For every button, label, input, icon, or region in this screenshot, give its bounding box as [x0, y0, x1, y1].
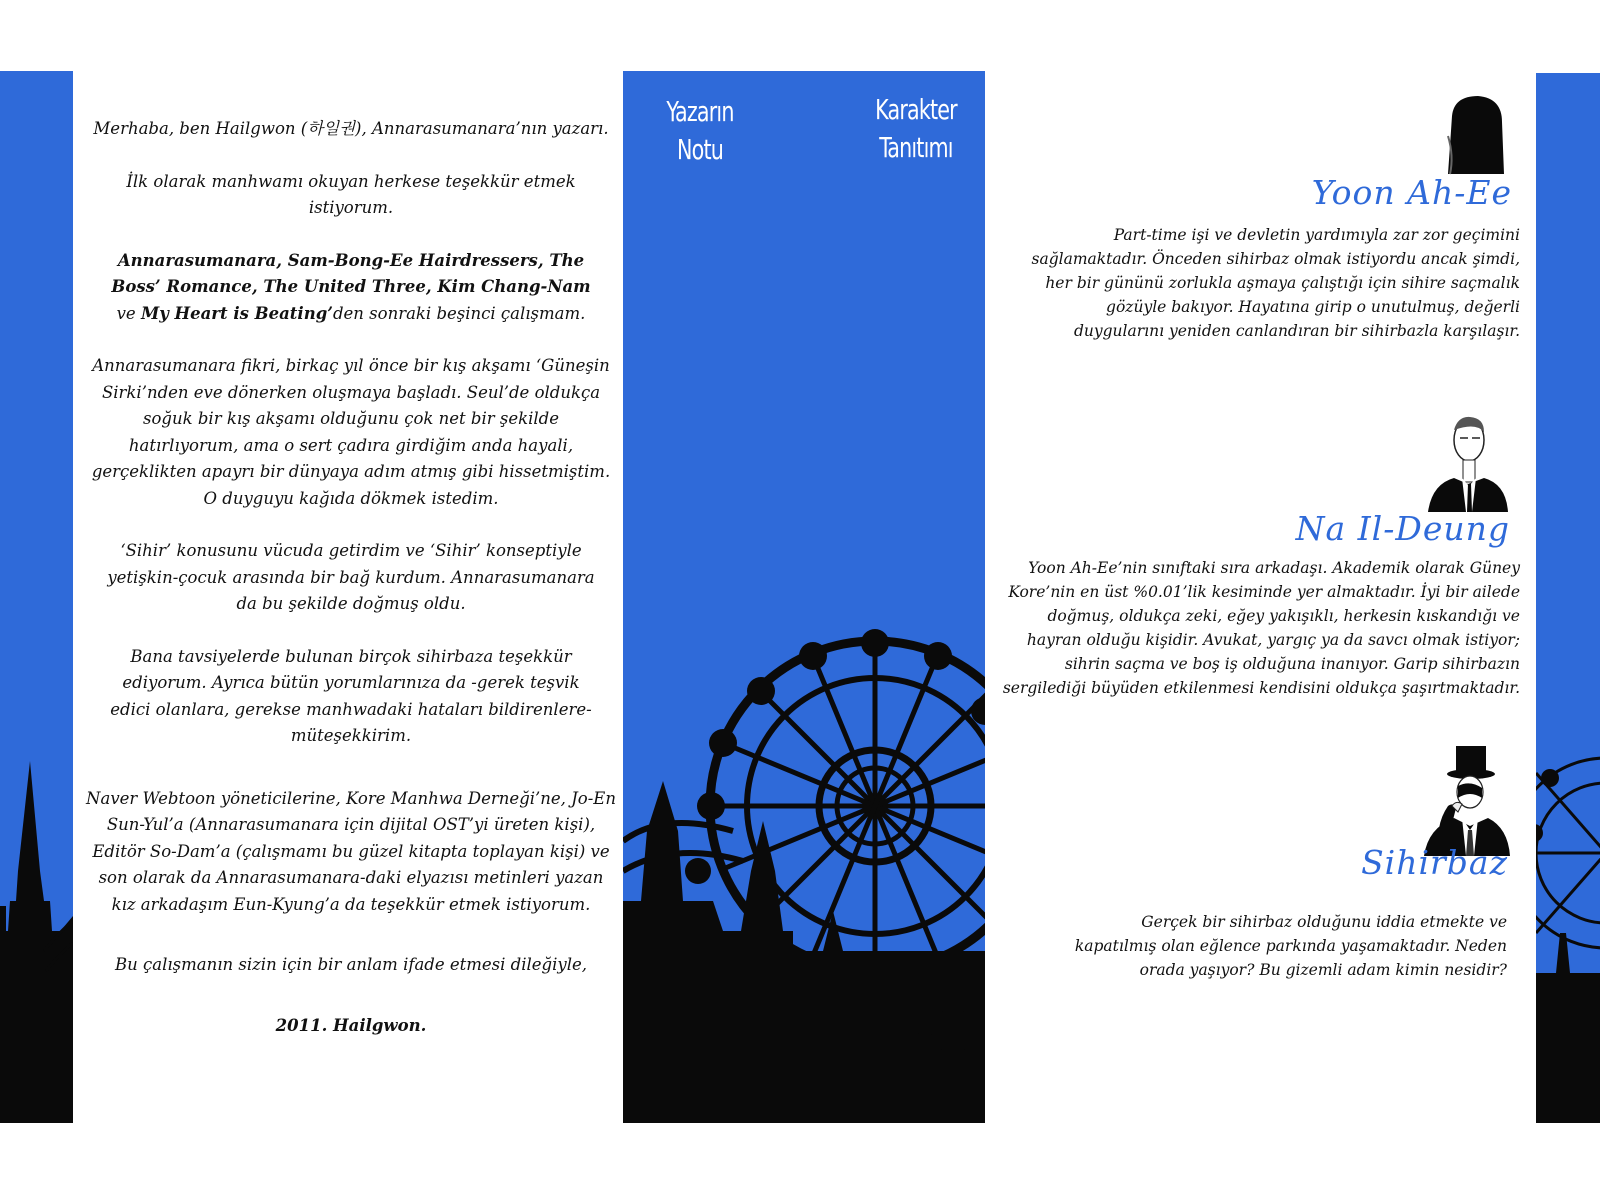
yoon-ah-ee-portrait	[1440, 96, 1510, 176]
author-note	[86, 116, 616, 1039]
note-thanks-magicians: Bana tavsiyelerde bulunan birçok sihirbaza teşekkür ediyorum. Ayrıca bütün yorumlarınıza da -gerek teşvik edici olanlara, gerekse manhwadaki hataları bildirenlere- müteşekkirim.	[110, 646, 592, 745]
note-closing: Bu çalışmanın sizin için bir anlam ifade etmesi dileğiyle,	[115, 955, 587, 974]
castle-silhouette	[0, 71, 73, 1123]
note-works-list: Annarasumanara, Sam-Bong-Ee Hairdressers, The Boss’ Romance, The United Three, Kim Chang-Nam	[111, 250, 591, 296]
right-panel-strip	[1536, 73, 1600, 1123]
character-desc-na-il-deung: Yoon Ah-Ee’nin sınıftaki sıra arkadaşı. Akademik olarak Güney Kore’nin en üst %0.01’lik kesiminde yer almaktadır. İyi bir ailede doğmuş, oldukça zeki, eğey yakışıklı, herkesin kıskandığı ve hayran olduğu kişidir. Avukat, yargıç ya da savcı olmak istiyor; sihrin saçma ve boş iş olduğuna inanıyor. Garip sihirbazın sergilediği büyüden etkilenmesi kendisini oldukça şaşırtmaktadır.	[1002, 559, 1520, 697]
character-desc-yoon-ah-ee: Part-time işi ve devletin yardımıyla zar zor geçimini sağlamaktadır. Önceden sihirbaz olmak istiyordu ancak şimdi, her bir gününü zorlukla aşmaya çalıştığı için sihire saçmalık gözüyle bakıyor. Hayatına girip o unutulmuş, değerli duygularını yeniden canlandıran bir sihirbazla karşılaşır.	[1031, 226, 1520, 340]
note-works-rest: den sonraki beşinci çalışmam.	[332, 303, 586, 323]
note-acknowledgements: Naver Webtoon yöneticilerine, Kore Manhwa Derneği’ne, Jo-En Sun-Yul’a (Annarasumanara için dijital OST’yi üreten kişi), Editör So-Dam’a (çalışmamı bu güzel kitapta toplayan kişi) ve son olarak da Annarasumanara-daki elyazısı metinleri yazan kız arkadaşım Eun-Kyung’a da teşekkür etmek istiyorum.	[86, 788, 616, 914]
note-concept: ‘Sihir’ konusunu vücuda getirdim ve ‘Sihir’ konseptiyle yetişkin-çocuk arasında bir bağ kurdum. Annarasumanara da bu şekilde doğmuş oldu.	[107, 541, 595, 613]
author-note-title: Yazarın Notu	[666, 95, 734, 166]
character-desc-sihirbaz: Gerçek bir sihirbaz olduğunu iddia etmekte ve kapatılmış olan eğlence parkında yaşamaktadır. Neden orada yaşıyor? Bu gizemli adam kimin nesidir?	[1074, 913, 1507, 979]
amusement-park-silhouette	[623, 71, 985, 1123]
note-works-last: My Heart is Beating’	[140, 303, 333, 323]
character-name-sihirbaz: Sihirbaz	[1361, 843, 1508, 882]
sihirbaz-portrait	[1422, 746, 1512, 856]
note-previous-works	[86, 248, 616, 328]
note-greeting: Merhaba, ben Hailgwon (하일권), Annarasumanara’nın yazarı.	[93, 119, 609, 138]
note-origin: Annarasumanara fikri, birkaç yıl önce bir kış akşamı ‘Güneşin Sirki’nden eve dönerken oluşmaya başladı. Seul’de oldukça soğuk bir kış akşamı olduğunu çok net bir şekilde hatırlıyorum, ama o sert çadıra girdiğim anda hayali, gerçeklikten apayrı bir dünyaya adım atmış gibi hissetmiştim. O duyguyu kağıda dökmek istedim.	[91, 356, 611, 508]
character-name-yoon-ah-ee: Yoon Ah-Ee	[1311, 173, 1512, 212]
character-intro-title: Karakter Tanıtımı	[875, 93, 957, 164]
left-panel-strip	[0, 71, 73, 1123]
character-name-na-il-deung: Na Il-Deung	[1295, 509, 1510, 548]
note-thanks-readers: İlk olarak manhwamı okuyan herkese teşekkür etmek istiyorum.	[126, 171, 576, 217]
center-cover-panel	[623, 71, 985, 1123]
ferris-wheel-silhouette	[1536, 73, 1600, 1123]
na-il-deung-portrait	[1424, 412, 1510, 512]
note-signature: 2011. Hailgwon.	[275, 1015, 427, 1035]
note-works-conjunction: ve	[116, 303, 136, 323]
